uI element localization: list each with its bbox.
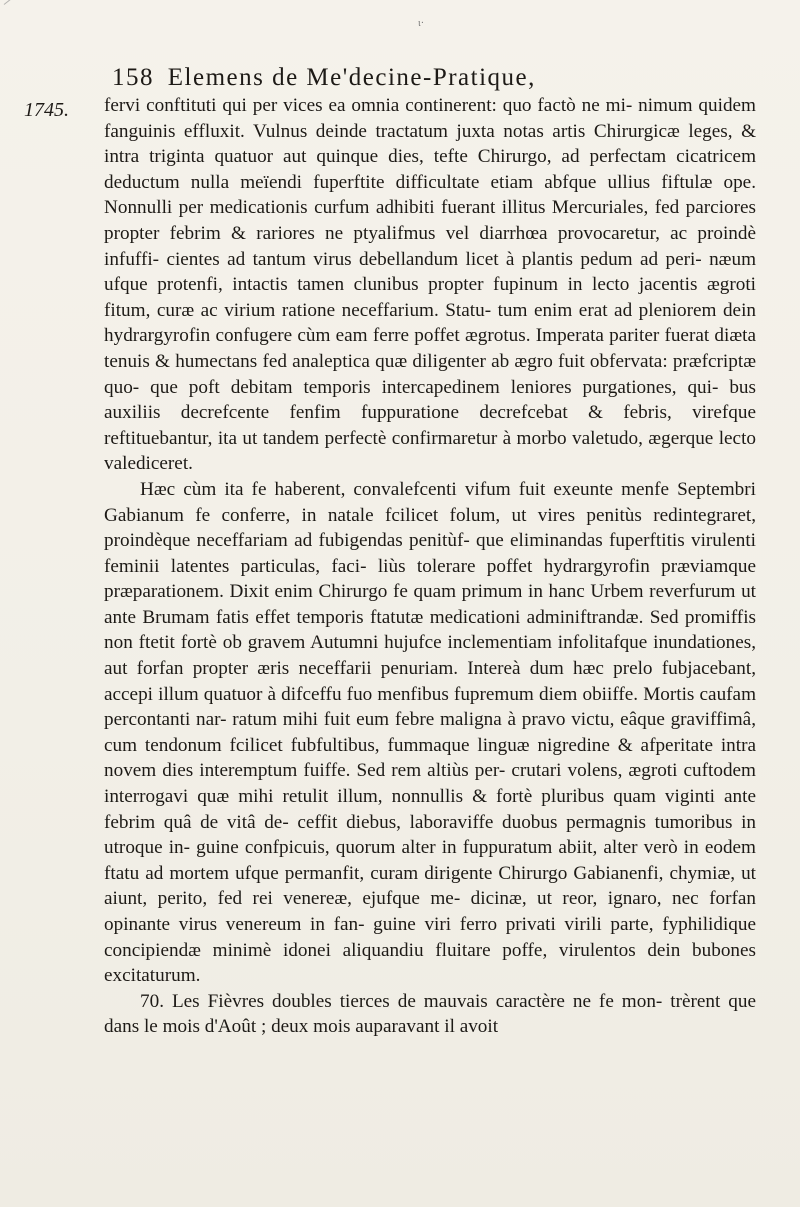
running-title: Elemens de Me'decine-Pratique, [167, 64, 536, 91]
page-number: 158 [112, 64, 154, 91]
corner-scan-mark [4, 0, 20, 5]
running-header [112, 64, 752, 96]
paragraph-1: fervi conftituti qui per vices ea omnia continerent: quo factò ne mi- nimum quidem fanguinis effluxit. Vulnus deinde tractatum juxta notas artis Chirurgicæ leges, & intra triginta quatuor aut quinque dies, tefte Chirurgo, ad perfectam cicatricem deductum nulla meïendi fuperftite difficultate etiam abfque ullius fiftulæ ope. Nonnulli per medicationis curfum adhibiti fuerant illitus Mercuriales, fed parciores propter febrim & rariores ne ptyalifmus vel diarrhœa provocaretur, ac proindè infuffi- cientes ad tantum virus debellandum licet à plantis pedum ad peri- næum ufque protenfi, intactis tamen clunibus propter fupinum in lecto jacentis ægroti fitum, curæ ac virium ratione neceffarium. Statu- tum enim erat ad pleniorem dein hydrargyrofin confugere cùm eam ferre poffet ægrotus. Imperata pariter fuerat diæta tenuis & humectans fed analeptica quæ diligenter ab ægro fuit obfervata: præfcriptæ quo- que poft debitam temporis intercapedinem leniores purgationes, qui- bus auxiliis decrefcente fenfim fuppuratione decrefcebat & febris, virefque reftituebantur, ita ut tandem perfectè confirmaretur à morbo valetudo, ægerque lecto valediceret. [104, 95, 756, 475]
body-text [104, 93, 756, 1040]
paragraph-3: 70. Les Fièvres doubles tierces de mauvais caractère ne fe mon- trèrent que dans le mois d'Août ; deux mois auparavant il avoit [104, 990, 756, 1038]
margin-year: 1745. [24, 99, 69, 121]
paragraph-2: Hæc cùm ita fe haberent, convalefcenti vifum fuit exeunte menfe Septembri Gabianum fe conferre, in natale fcilicet folum, ut vires penitùs redintegraret, proindèque neceffariam ad fubigendas penitùf- que eliminandas fuperftitis virulenti feminii latentes particulas, faci- liùs tolerare poffet hydrargyrofin præviamque præparationem. Dixit enim Chirurgo fe quam primum in hanc Urbem reverfurum ut ante Brumam fatis effet temporis ftatutæ medicationi adminiftrandæ. Sed promiffis non ftetit fortè ob gravem Autumni hujufce inclementiam infolitafque inundationes, aut forfan propter æris neceffarii penuriam. Intereà dum hæc prelo fubjacebant, accepi illum quatuor à difceffu fuo menfibus fupremum diem obiiffe. Mortis caufam percontanti nar- ratum mihi fuit eum febre maligna à pravo victu, eâque graviffimâ, cum tendonum fcilicet fubfultibus, fummaque linguæ nigredine & afperitate intra novem dies interemptum fuiffe. Sed rem altiùs per- crutari volens, ægroti cuftodem interrogavi quæ mihi retulit illum, nonnullis & fortè pluribus quam viginti ante febrim quâ de vitâ de- ceffit diebus, laboraviffe duobus permagnis tumoribus in utroque in- guine confpicuis, quorum alter in fuppuratum abiit, alter verò in eodem ftatu ad mortem ufque permanfit, curam dirigente Chirurgo Gabianenfi, chymiæ, ut aiunt, perito, fed rei venereæ, ejufque me- dicinæ, ut reor, ignaro, nec forfan opinante virus venereum in fan- guine viri ferro privati virili parte, fyphilidique concipiendæ minimè idonei aliquandiu fluitare poffe, virulentos dein bubones excitaturum. [104, 478, 756, 987]
margin-note: ι· [418, 18, 425, 29]
